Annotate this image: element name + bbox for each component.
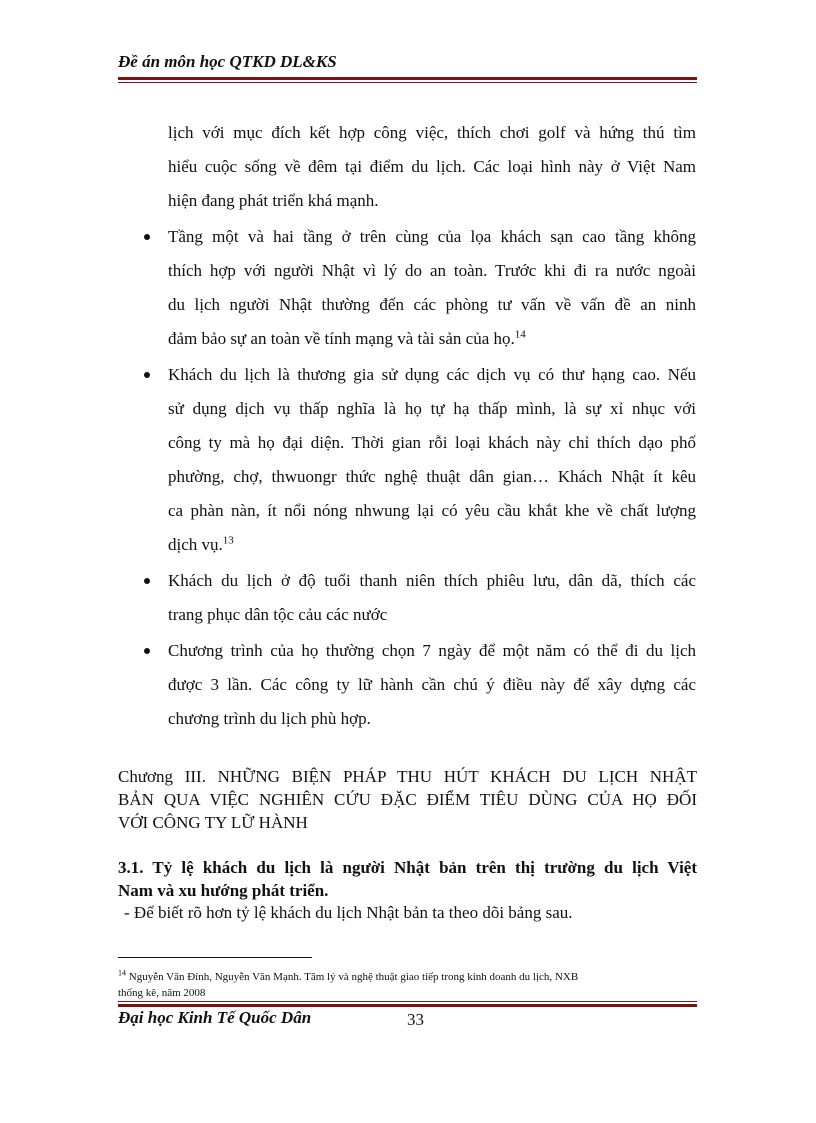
section-note: - Để biết rõ hơn tỷ lệ khách du lịch Nhật bản ta theo dõi bảng sau. [124, 903, 573, 922]
header-title: Đề án môn học QTKD DL&KS [118, 52, 337, 71]
bullet-dot [144, 234, 150, 240]
header-rule-thick [118, 77, 697, 80]
footnote-number: 14 [118, 968, 126, 978]
text-line: Tầng một và hai tầng ở trên cùng của lọa khách sạn cao tầng không [168, 227, 696, 246]
line-text: đảm bảo sự an toàn về tính mạng và tài sản của họ. [168, 329, 515, 348]
text-line: Chương trình của họ thường chọn 7 ngày để một năm có thể đi du lịch [168, 641, 696, 660]
text-line: công ty mà họ đại diện. Thời gian rỗi loại khách này chỉ thích dạo phố [168, 433, 696, 452]
footer-rule-thin [118, 1001, 697, 1002]
section-title-line: Nam và xu hướng phát triển. [118, 881, 329, 900]
footnote-line: thống kê, năm 2008 [118, 987, 206, 999]
chapter-line: Chương III. NHỮNG BIỆN PHÁP THU HÚT KHÁCH DU LỊCH NHẬT [118, 767, 697, 786]
text-line [168, 533, 696, 557]
text-line: Khách du lịch là thương gia sử dụng các dịch vụ có thư hạng cao. Nếu [168, 365, 696, 384]
text-line: được 3 lần. Các công ty lữ hành cần chú ý điều này để xây dựng các [168, 675, 696, 694]
bullet-dot [144, 648, 150, 654]
footnote-line [118, 970, 578, 985]
line-text: dịch vụ. [168, 535, 223, 554]
chapter-line: BẢN QUA VIỆC NGHIÊN CỨU ĐẶC ĐIỂM TIÊU DÙNG CỦA HỌ ĐỐI [118, 790, 697, 809]
page-number: 33 [407, 1010, 424, 1029]
text-line: sử dụng dịch vụ thấp nghĩa là họ tự hạ thấp mình, là sự xỉ nhục với [168, 399, 696, 418]
section-title-line: 3.1. Tỷ lệ khách du lịch là người Nhật bản trên thị trường du lịch Việt [118, 858, 697, 877]
chapter-line: VỚI CÔNG TY LỮ HÀNH [118, 813, 308, 832]
footnote-text: Nguyễn Văn Đính, Nguyễn Văn Mạnh. Tâm lý và nghệ thuật giao tiếp trong kinh doanh du lịch, NXB [126, 971, 579, 983]
footnote-ref: 13 [222, 534, 234, 547]
footnote-separator [118, 957, 312, 958]
text-line: hiểu cuộc sống về đêm tại điểm du lịch. Các loại hình này ở Việt Nam [168, 157, 696, 176]
text-line: phường, chợ, thwuongr thức nghệ thuật dân gian… Khách Nhật ít kêu [168, 467, 696, 486]
text-line: thích hợp với người Nhật vì lý do an toàn. Trước khi đi ra nước ngoài [168, 261, 696, 280]
text-line: lịch với mục đích kết hợp công việc, thích chơi golf và hứng thú tìm [168, 123, 696, 142]
text-line [168, 327, 696, 351]
footer-university: Đại học Kinh Tế Quốc Dân [118, 1008, 312, 1027]
text-line: Khách du lịch ở độ tuổi thanh niên thích phiêu lưu, dân dã, thích các [168, 571, 696, 590]
bullet-dot [144, 372, 150, 378]
text-line: du lịch người Nhật thường đến các phòng tư vấn về vấn đề an ninh [168, 295, 696, 314]
header-rule-thin [118, 82, 697, 83]
text-line: chương trình du lịch phù hợp. [168, 709, 371, 728]
text-line: trang phục dân tộc cảu các nước [168, 605, 388, 624]
text-line: ca phàn nàn, ít nổi nóng nhwung lại có yêu cầu khắt khe về chất lượng [168, 501, 696, 520]
bullet-dot [144, 578, 150, 584]
footnote-ref: 14 [514, 328, 526, 341]
text-line: hiện đang phát triển khá mạnh. [168, 191, 379, 210]
